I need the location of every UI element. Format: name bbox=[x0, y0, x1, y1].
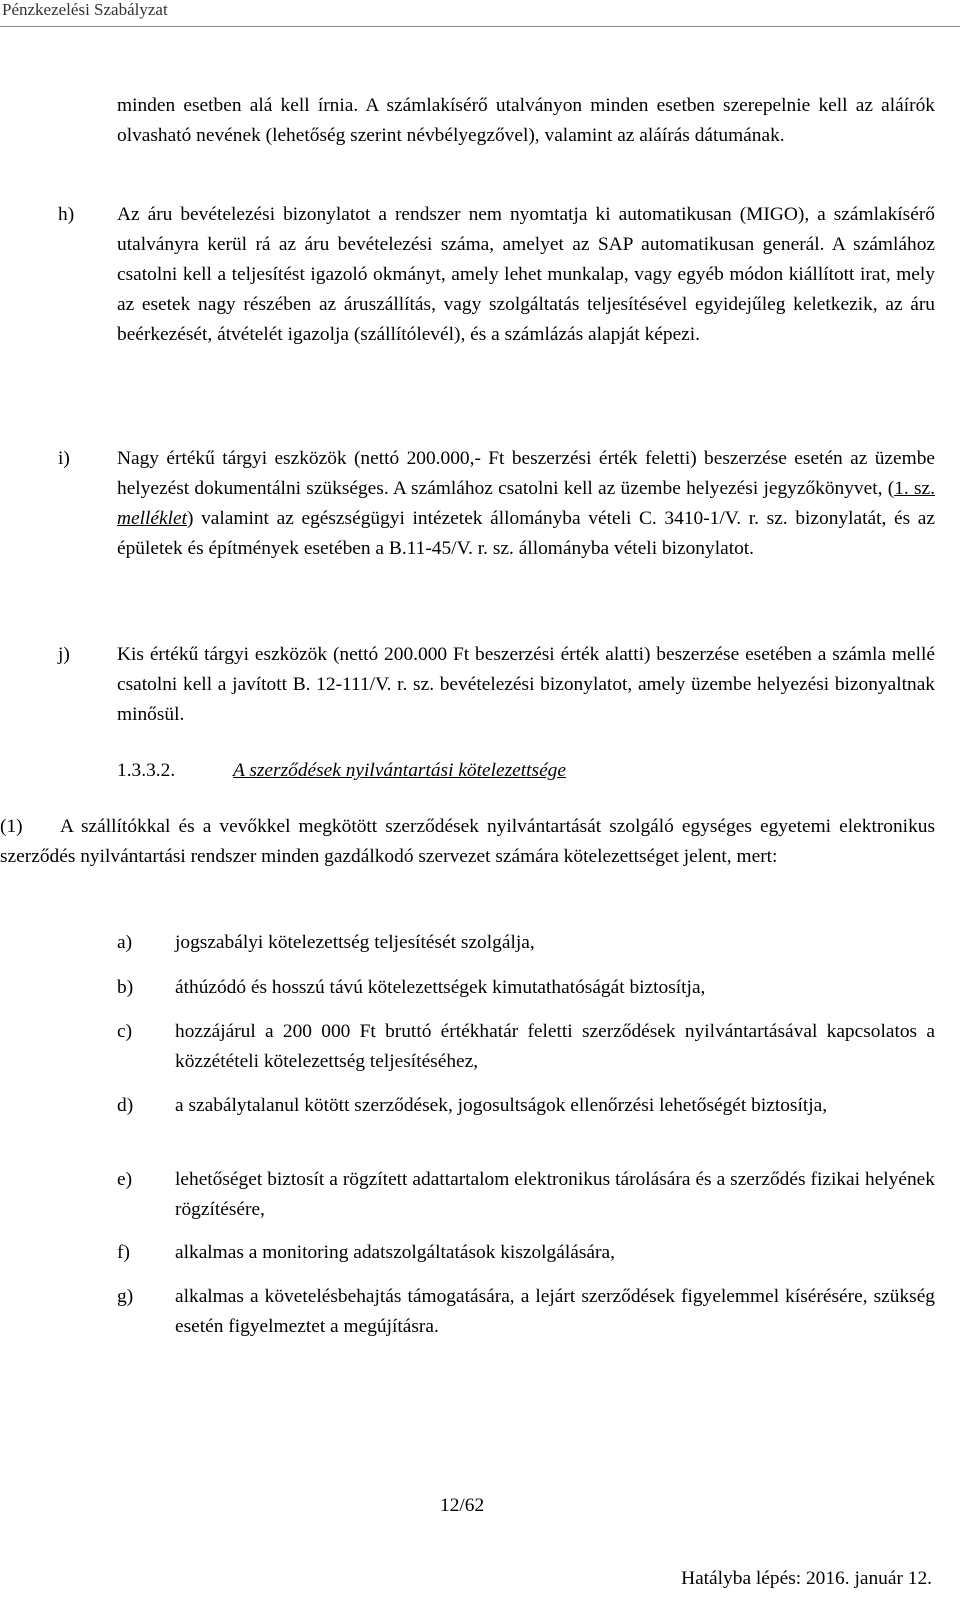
annex-word-link[interactable]: melléklet bbox=[117, 508, 187, 529]
effective-date: Hatályba lépés: 2016. január 12. bbox=[681, 1568, 932, 1589]
paragraph-1 bbox=[0, 812, 935, 872]
item-text-h: Az áru bevételezési bizonylatot a rendszer nem nyomtatja ki automatikusan (MIGO), a számlakísérő utalványra kerül rá az áru bevételezési száma, amelyet az SAP automatikusan generál. A számlához csatolni kell a teljesítést igazoló okmányt, amely lehet munkalap, vagy egyéb módon kiállított irat, mely az esetek nagy részében az áruszállítás, vagy szolgáltatás teljesítésével egyidejűleg keletkezik, az áru beérkezését, átvételét igazolja (szállítólevél), és a számlázás alapját képezi. bbox=[117, 204, 935, 345]
item-text-j: Kis értékű tárgyi eszközök (nettó 200.000 Ft beszerzési érték alatti) beszerzése esetében a számla mellé csatolni kell a javított B. 12-111/V. r. sz. bevételezési bizonylatot, amely üzembe helyezési bizonyaltnak minősül. bbox=[117, 644, 935, 725]
section-number: 1.3.3.2. bbox=[117, 760, 176, 781]
header-title: Pénzkezelési Szabályzat bbox=[2, 0, 168, 19]
section-heading bbox=[117, 756, 935, 786]
list-item-d: a szabálytalanul kötött szerződések, jogosultságok ellenőrzési lehetőségét biztosítja, bbox=[175, 1095, 828, 1116]
page-number: 12/62 bbox=[440, 1495, 485, 1516]
list-letter-e: e) bbox=[117, 1169, 133, 1190]
item-letter-h: h) bbox=[58, 204, 75, 225]
list-letter-c: c) bbox=[117, 1021, 133, 1042]
list-item-f: alkalmas a monitoring adatszolgáltatások kiszolgálására, bbox=[175, 1242, 615, 1263]
list-letter-g: g) bbox=[117, 1286, 134, 1307]
section-title: A szerződések nyilvántartási kötelezettsége bbox=[233, 760, 566, 781]
paragraph-1-text: A szállítókkal és a vevőkkel megkötött szerződések nyilvántartását szolgáló egységes egyetemi elektronikus szerződés nyilvántartási rendszer minden gazdálkodó szervezet számára kötelezettséget jelent, mert: bbox=[0, 816, 935, 867]
list-letter-a: a) bbox=[117, 932, 133, 953]
list-letter-b: b) bbox=[117, 977, 134, 998]
list-item-e: lehetőséget biztosít a rögzített adattartalom elektronikus tárolására és a szerződés fizikai helyének rögzítésére, bbox=[175, 1169, 935, 1220]
continuation-paragraph: minden esetben alá kell írnia. A számlakísérő utalványon minden esetben szerepelnie kell az aláírók olvasható nevének (lehetőség szerint névbélyegzővel), valamint az aláírás dátumának. bbox=[117, 95, 935, 146]
paragraph-number: (1) bbox=[0, 816, 23, 837]
list-letter-f: f) bbox=[117, 1242, 130, 1263]
item-text-i-part2: ) valamint az egészségügyi intézetek állományba vételi C. 3410-1/V. r. sz. bizonylatát, és az épületek és építmények esetében a B.11-45/V. r. sz. állományba vételi bizonylatot. bbox=[117, 508, 935, 559]
list-item-g: alkalmas a követelésbehajtás támogatására, a lejárt szerződések figyelemmel kísérésére, szükség esetén figyelmeztet a megújításra. bbox=[175, 1286, 935, 1337]
list-item-a: jogszabályi kötelezettség teljesítését szolgálja, bbox=[175, 932, 535, 953]
item-text-i bbox=[117, 444, 935, 564]
list-item-b: áthúzódó és hosszú távú kötelezettségek kimutathatóságát biztosítja, bbox=[175, 977, 706, 998]
annex-number-link[interactable]: 1. sz. bbox=[894, 478, 935, 499]
item-letter-i: i) bbox=[58, 448, 70, 469]
item-text-i-part1: Nagy értékű tárgyi eszközök (nettó 200.000,- Ft beszerzési érték feletti) beszerzése esetén az üzembe helyezést dokumentálni szükséges. A számlához csatolni kell az üzembe helyezési jegyzőkönyvet, ( bbox=[117, 448, 935, 499]
list-item-c: hozzájárul a 200 000 Ft bruttó értékhatár feletti szerződések nyilvántartásával kapcsolatos a közzétételi kötelezettség teljesítéséhez, bbox=[175, 1021, 935, 1072]
page-header bbox=[0, 0, 960, 27]
list-letter-d: d) bbox=[117, 1095, 134, 1116]
item-letter-j: j) bbox=[58, 644, 70, 665]
